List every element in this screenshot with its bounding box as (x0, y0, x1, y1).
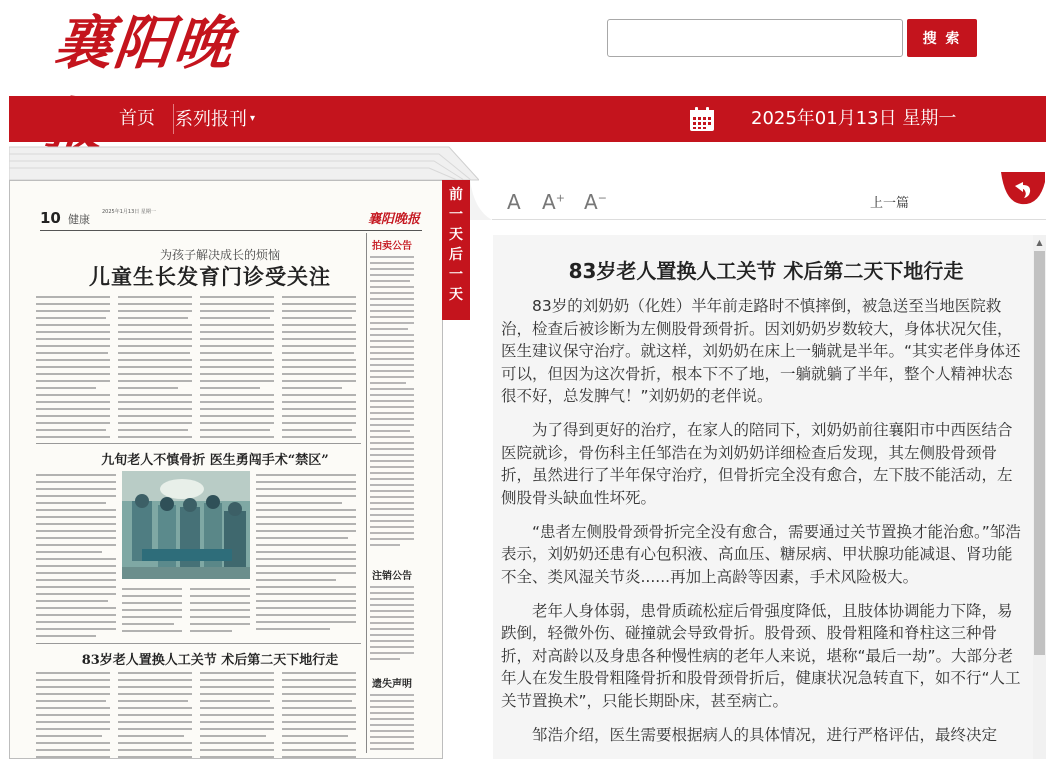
article-content[interactable] (493, 235, 1033, 759)
day-navigation-tab (442, 180, 470, 320)
ads-column[interactable] (366, 233, 414, 753)
page-section: 健康 (68, 213, 90, 226)
paper-stack-decoration (9, 142, 479, 182)
logo-text: 襄阳晚报 (50, 9, 238, 77)
site-logo[interactable] (50, 2, 275, 84)
return-arrow-icon[interactable] (999, 172, 1045, 208)
prev-day-char[interactable]: 一 (449, 207, 463, 223)
section-divider (36, 443, 361, 444)
nav-bar (9, 96, 1046, 142)
font-decrease-label: A (584, 190, 598, 214)
caret-down-icon: ▾ (250, 113, 256, 124)
article-paragraph: 83岁的刘奶奶（化姓）半年前走路时不慎摔倒，被急送至当地医院救治，检查后被诊断为左侧股骨颈骨折。因刘奶奶岁数较大，身体状况欠佳，医生建议保守治疗。就这样，刘奶奶在床上一躺就是半年。“其实老伴身体还可以，但因为这次骨折，根本下不了地，一躺就躺了半年，整个人精神状态很不好，总发脾气！”刘奶奶的老伴说。 (501, 297, 1021, 405)
font-size-default-button[interactable] (507, 190, 521, 214)
search-button[interactable]: 搜 索 (907, 19, 977, 57)
article-paragraph: 邹浩介绍，医生需要根据病人的具体情况，进行严格评估，最终决定 (532, 725, 998, 744)
article1-headline[interactable]: 儿童生长发育门诊受关注 (89, 264, 331, 289)
article-toolbar (492, 180, 1046, 220)
article2-headline[interactable]: 九旬老人不慎骨折 医生勇闯手术“禁区” (101, 453, 329, 468)
current-date: 2025年01月13日 星期一 (751, 108, 957, 129)
loss-statement-text (370, 691, 414, 753)
calendar-icon[interactable] (689, 106, 715, 132)
font-default-label: A (507, 190, 521, 214)
nav-series-dropdown[interactable] (175, 96, 255, 142)
article3-headline[interactable]: 83岁老人置换人工关节 术后第二天下地行走 (81, 653, 339, 668)
page-number: 10 (40, 209, 61, 227)
article3-text-columns[interactable] (36, 669, 361, 759)
article-body (501, 295, 1021, 758)
scroll-up-arrow-icon[interactable]: ▲ (1036, 238, 1043, 247)
article-paragraph: 老年人身体弱，患骨质疏松症后骨强度降低，且肢体协调能力下降，易跌倒，轻微外伤、碰撞就会导致骨折。股骨颈、股骨粗隆和脊柱这三种骨折，对高龄以及身患各种慢性病的老年人来说，堪称“最后一劫”。大部分老年人在发生股骨粗隆骨折和股骨颈骨折后，健康状况急转直下，如不行“人工关节置换术”，只能长期卧床，甚至病亡。 (501, 601, 1021, 710)
next-day-char[interactable]: 天 (449, 287, 463, 303)
next-day-char[interactable]: 一 (449, 267, 463, 283)
newspaper-mini-logo: 襄阳晚报 (367, 212, 420, 227)
article-paragraph: “患者左侧股骨颈骨折完全没有愈合，需要通过关节置换才能治愈。”邹浩表示，刘奶奶还患有心包积液、高血压、糖尿病、甲状腺功能减退、肾功能不全、类风湿关节炎......再加上高龄等因素，手术风险极大。 (501, 522, 1021, 586)
section-divider (36, 643, 361, 644)
scrollbar-thumb[interactable] (1034, 251, 1045, 655)
article-paragraph: 为了得到更好的治疗，在家人的陪同下，刘奶奶前往襄阳市中西医结合医院就诊，骨伤科主任邹浩在为刘奶奶详细检查后发现，其左侧股骨颈骨折，虽然进行了半年保守治疗，但骨折完全没有愈合，左下肢不能活动，左侧股骨头缺血性坏死。 (501, 421, 1013, 507)
nav-divider (173, 104, 174, 134)
search-input[interactable] (607, 19, 903, 57)
prev-article-link[interactable]: 上一篇 (870, 196, 910, 211)
font-size-decrease-button[interactable] (584, 190, 607, 214)
article2-text-bottom[interactable] (122, 585, 250, 641)
newspaper-header (40, 209, 422, 231)
font-size-increase-button[interactable] (542, 190, 565, 214)
nav-series-label: 系列报刊 (175, 109, 247, 130)
article-title: 83岁老人置换人工关节 术后第二天下地行走 (568, 259, 964, 283)
loss-statement-title: 遗失声明 (372, 679, 412, 690)
day-tab-shadow (470, 180, 492, 240)
minus-icon: − (597, 191, 607, 205)
page-header-date: 2025年1月13日 星期一 (102, 209, 156, 215)
article2-text-left[interactable] (36, 471, 120, 641)
surgery-photo[interactable] (122, 471, 250, 579)
article1-text-columns[interactable] (36, 293, 361, 441)
prev-day-char[interactable]: 前 (449, 187, 463, 203)
article2-text-right[interactable] (256, 471, 362, 641)
nav-home-link[interactable]: 首页 (119, 108, 155, 129)
plus-icon: + (555, 191, 565, 205)
auction-notice-title: 拍卖公告 (372, 241, 412, 252)
next-day-char[interactable]: 后 (449, 247, 463, 263)
article1-subtitle[interactable]: 为孩子解决成长的烦恼 (159, 248, 280, 262)
font-increase-label: A (542, 190, 556, 214)
prev-day-char[interactable]: 天 (449, 227, 463, 243)
article-scrollbar[interactable] (1033, 235, 1046, 759)
cancellation-notice-text (370, 583, 414, 663)
auction-notice-text (370, 253, 414, 553)
newspaper-page-preview[interactable] (9, 180, 443, 759)
cancellation-notice-title: 注销公告 (372, 571, 412, 582)
